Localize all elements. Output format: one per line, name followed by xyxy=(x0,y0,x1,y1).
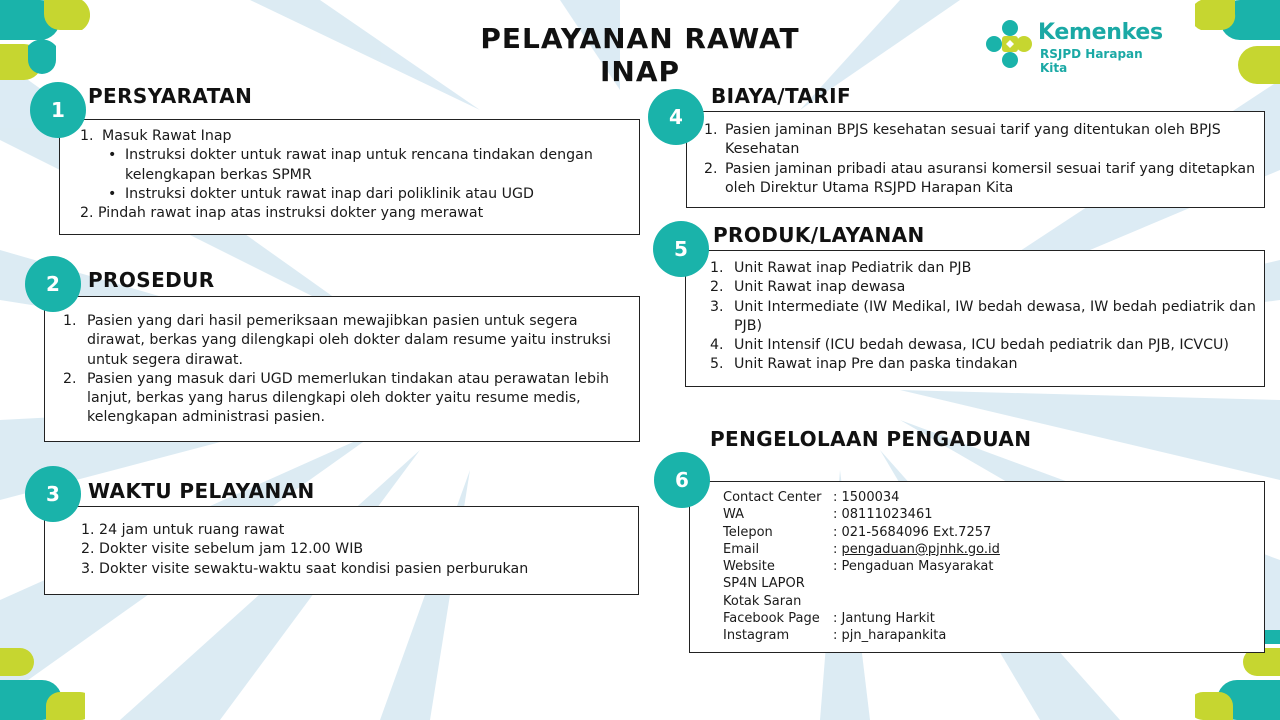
s5-item-2-text: Unit Rawat inap dewasa xyxy=(734,279,906,296)
s2-item-1-number: 1. xyxy=(63,313,77,329)
s4-item-2-number: 2. xyxy=(704,160,718,177)
s5-item-2-number: 2. xyxy=(710,279,724,296)
contact-value: : pjn_harapankita xyxy=(833,628,947,644)
section-1-badge: 1 xyxy=(30,82,86,138)
contact-row-contact-center xyxy=(723,489,1256,506)
s4-item-1 xyxy=(704,121,1256,160)
contact-row-facebook xyxy=(723,610,1256,627)
s4-item-2-text: Pasien jaminan pribadi atau asuransi komersil sesuai tarif yang ditetapkan oleh Direktur Utama RSJPD Harapan Kita xyxy=(725,160,1256,196)
contact-row-wa xyxy=(723,506,1256,523)
contact-value: : 08111023461 xyxy=(833,507,933,523)
s1-item-1 xyxy=(80,127,629,146)
logo-name: Kemenkes xyxy=(1038,20,1163,45)
bullet-dot: • xyxy=(108,147,117,164)
s5-item-1-text: Unit Rawat inap Pediatrik dan PJB xyxy=(734,260,972,276)
contact-row-kotak-saran xyxy=(723,593,1256,610)
kemenkes-logo-icon xyxy=(980,16,1036,72)
s2-item-2 xyxy=(63,370,623,428)
s5-item-5 xyxy=(710,355,1256,374)
contact-row-sp4n-lapor xyxy=(723,575,1256,592)
s1-item-1-number: 1. xyxy=(80,128,94,144)
s3-item-1: 1. 24 jam untuk ruang rawat xyxy=(81,522,285,538)
s5-item-5-number: 5. xyxy=(710,356,724,373)
s5-item-4-text: Unit Intensif (ICU bedah dewasa, ICU bedah pediatrik dan PJB, ICVCU) xyxy=(734,337,1229,354)
contact-value: : Pengaduan Masyarakat xyxy=(833,559,994,575)
contact-row-website xyxy=(723,558,1256,575)
s1-item-1-text: Masuk Rawat Inap xyxy=(102,128,232,144)
section-2-box xyxy=(44,296,640,442)
s5-item-4-number: 4. xyxy=(710,337,724,354)
s1-bullet-1 xyxy=(80,146,629,185)
page-title: PELAYANAN RAWAT INAP xyxy=(480,22,800,88)
contact-label: Facebook Page xyxy=(723,611,820,627)
contact-label: Website xyxy=(723,559,775,575)
section-6-badge: 6 xyxy=(654,452,710,508)
section-4-badge: 4 xyxy=(648,89,704,145)
s5-item-3 xyxy=(710,298,1256,337)
section-3-title: WAKTU PELAYANAN xyxy=(88,479,315,503)
contact-label: Telepon xyxy=(723,524,773,540)
section-6-title: PENGELOLAAN PENGADUAN xyxy=(710,427,1032,451)
s2-item-1-text: Pasien yang dari hasil pemeriksaan mewajibkan pasien untuk segera dirawat, berkas yang dilengkapi oleh dokter dalam resume yaitu instruksi untuk segera dirawat. xyxy=(87,313,611,368)
kemenkes-logo xyxy=(980,16,1170,76)
s1-bullet-1-line-2: kelengkapan berkas SPMR xyxy=(125,166,312,183)
contact-label: SP4N LAPOR xyxy=(723,576,805,592)
s4-item-1-number: 1. xyxy=(704,122,718,138)
s5-item-1-number: 1. xyxy=(710,260,724,276)
s3-item-3: 3. Dokter visite sewaktu-waktu saat kondisi pasien perburukan xyxy=(81,560,529,577)
s5-item-3-text: Unit Intermediate (IW Medikal, IW bedah dewasa, IW bedah pediatrik dan PJB) xyxy=(734,298,1256,334)
s1-item-2: 2. Pindah rawat inap atas instruksi dokter yang merawat xyxy=(80,205,484,222)
section-1-title: PERSYARATAN xyxy=(88,84,253,108)
section-3-box xyxy=(44,506,639,595)
corner-ornament-bottom-left xyxy=(0,640,85,720)
email-link[interactable]: pengaduan@pjnhk.go.id xyxy=(841,541,1000,557)
s4-item-2 xyxy=(704,160,1256,199)
s5-item-2 xyxy=(710,278,1256,297)
contact-row-instagram xyxy=(723,627,1256,644)
section-5-box xyxy=(685,250,1265,387)
contact-value: : xyxy=(833,541,842,557)
contact-value: : 1500034 xyxy=(833,490,900,505)
section-1-box xyxy=(59,119,640,235)
contact-value: : Jantung Harkit xyxy=(833,611,935,627)
section-4-box xyxy=(686,111,1265,208)
logo-subtitle: RSJPD Harapan Kita xyxy=(1040,47,1143,75)
contact-label: Kotak Saran xyxy=(723,593,802,609)
section-2-badge: 2 xyxy=(25,256,81,312)
s1-bullet-2-text: Instruksi dokter untuk rawat inap dari poliklinik atau UGD xyxy=(125,185,534,202)
section-5-badge: 5 xyxy=(653,221,709,277)
s2-item-1 xyxy=(63,312,623,370)
s5-item-3-number: 3. xyxy=(710,298,724,315)
section-4-title: BIAYA/TARIF xyxy=(711,84,852,108)
s1-bullet-1-line-1: Instruksi dokter untuk rawat inap untuk rencana tindakan dengan xyxy=(125,147,593,164)
contact-row-telepon xyxy=(723,524,1256,541)
s5-item-4 xyxy=(710,336,1256,355)
contact-label: Contact Center xyxy=(723,490,822,505)
contact-label: Email xyxy=(723,541,760,557)
section-2-title: PROSEDUR xyxy=(88,268,215,292)
contact-row-email xyxy=(723,541,1256,558)
contact-label: Instagram xyxy=(723,628,790,644)
s2-item-2-text: Pasien yang masuk dari UGD memerlukan tindakan atau perawatan lebih lanjut, berkas yang harus dilengkapi oleh dokter yaitu resume medis, kelengkapan administrasi pasien. xyxy=(87,370,609,426)
section-3-badge: 3 xyxy=(25,466,81,522)
corner-ornament-top-left xyxy=(0,0,90,90)
corner-ornament-top-right xyxy=(1195,0,1280,90)
s4-item-1-text: Pasien jaminan BPJS kesehatan sesuai tarif yang ditentukan oleh BPJS Kesehatan xyxy=(725,122,1221,158)
contact-label: WA xyxy=(723,507,745,523)
section-6-box xyxy=(689,481,1265,653)
bullet-dot: • xyxy=(108,185,117,202)
contact-value: : 021-5684096 Ext.7257 xyxy=(833,524,992,540)
s2-item-2-number: 2. xyxy=(63,370,77,387)
s5-item-5-text: Unit Rawat inap Pre dan paska tindakan xyxy=(734,356,1018,373)
s3-item-2: 2. Dokter visite sebelum jam 12.00 WIB xyxy=(81,541,364,558)
s1-bullet-2 xyxy=(80,185,629,204)
section-5-title: PRODUK/LAYANAN xyxy=(713,223,925,247)
s5-item-1 xyxy=(710,259,1256,278)
